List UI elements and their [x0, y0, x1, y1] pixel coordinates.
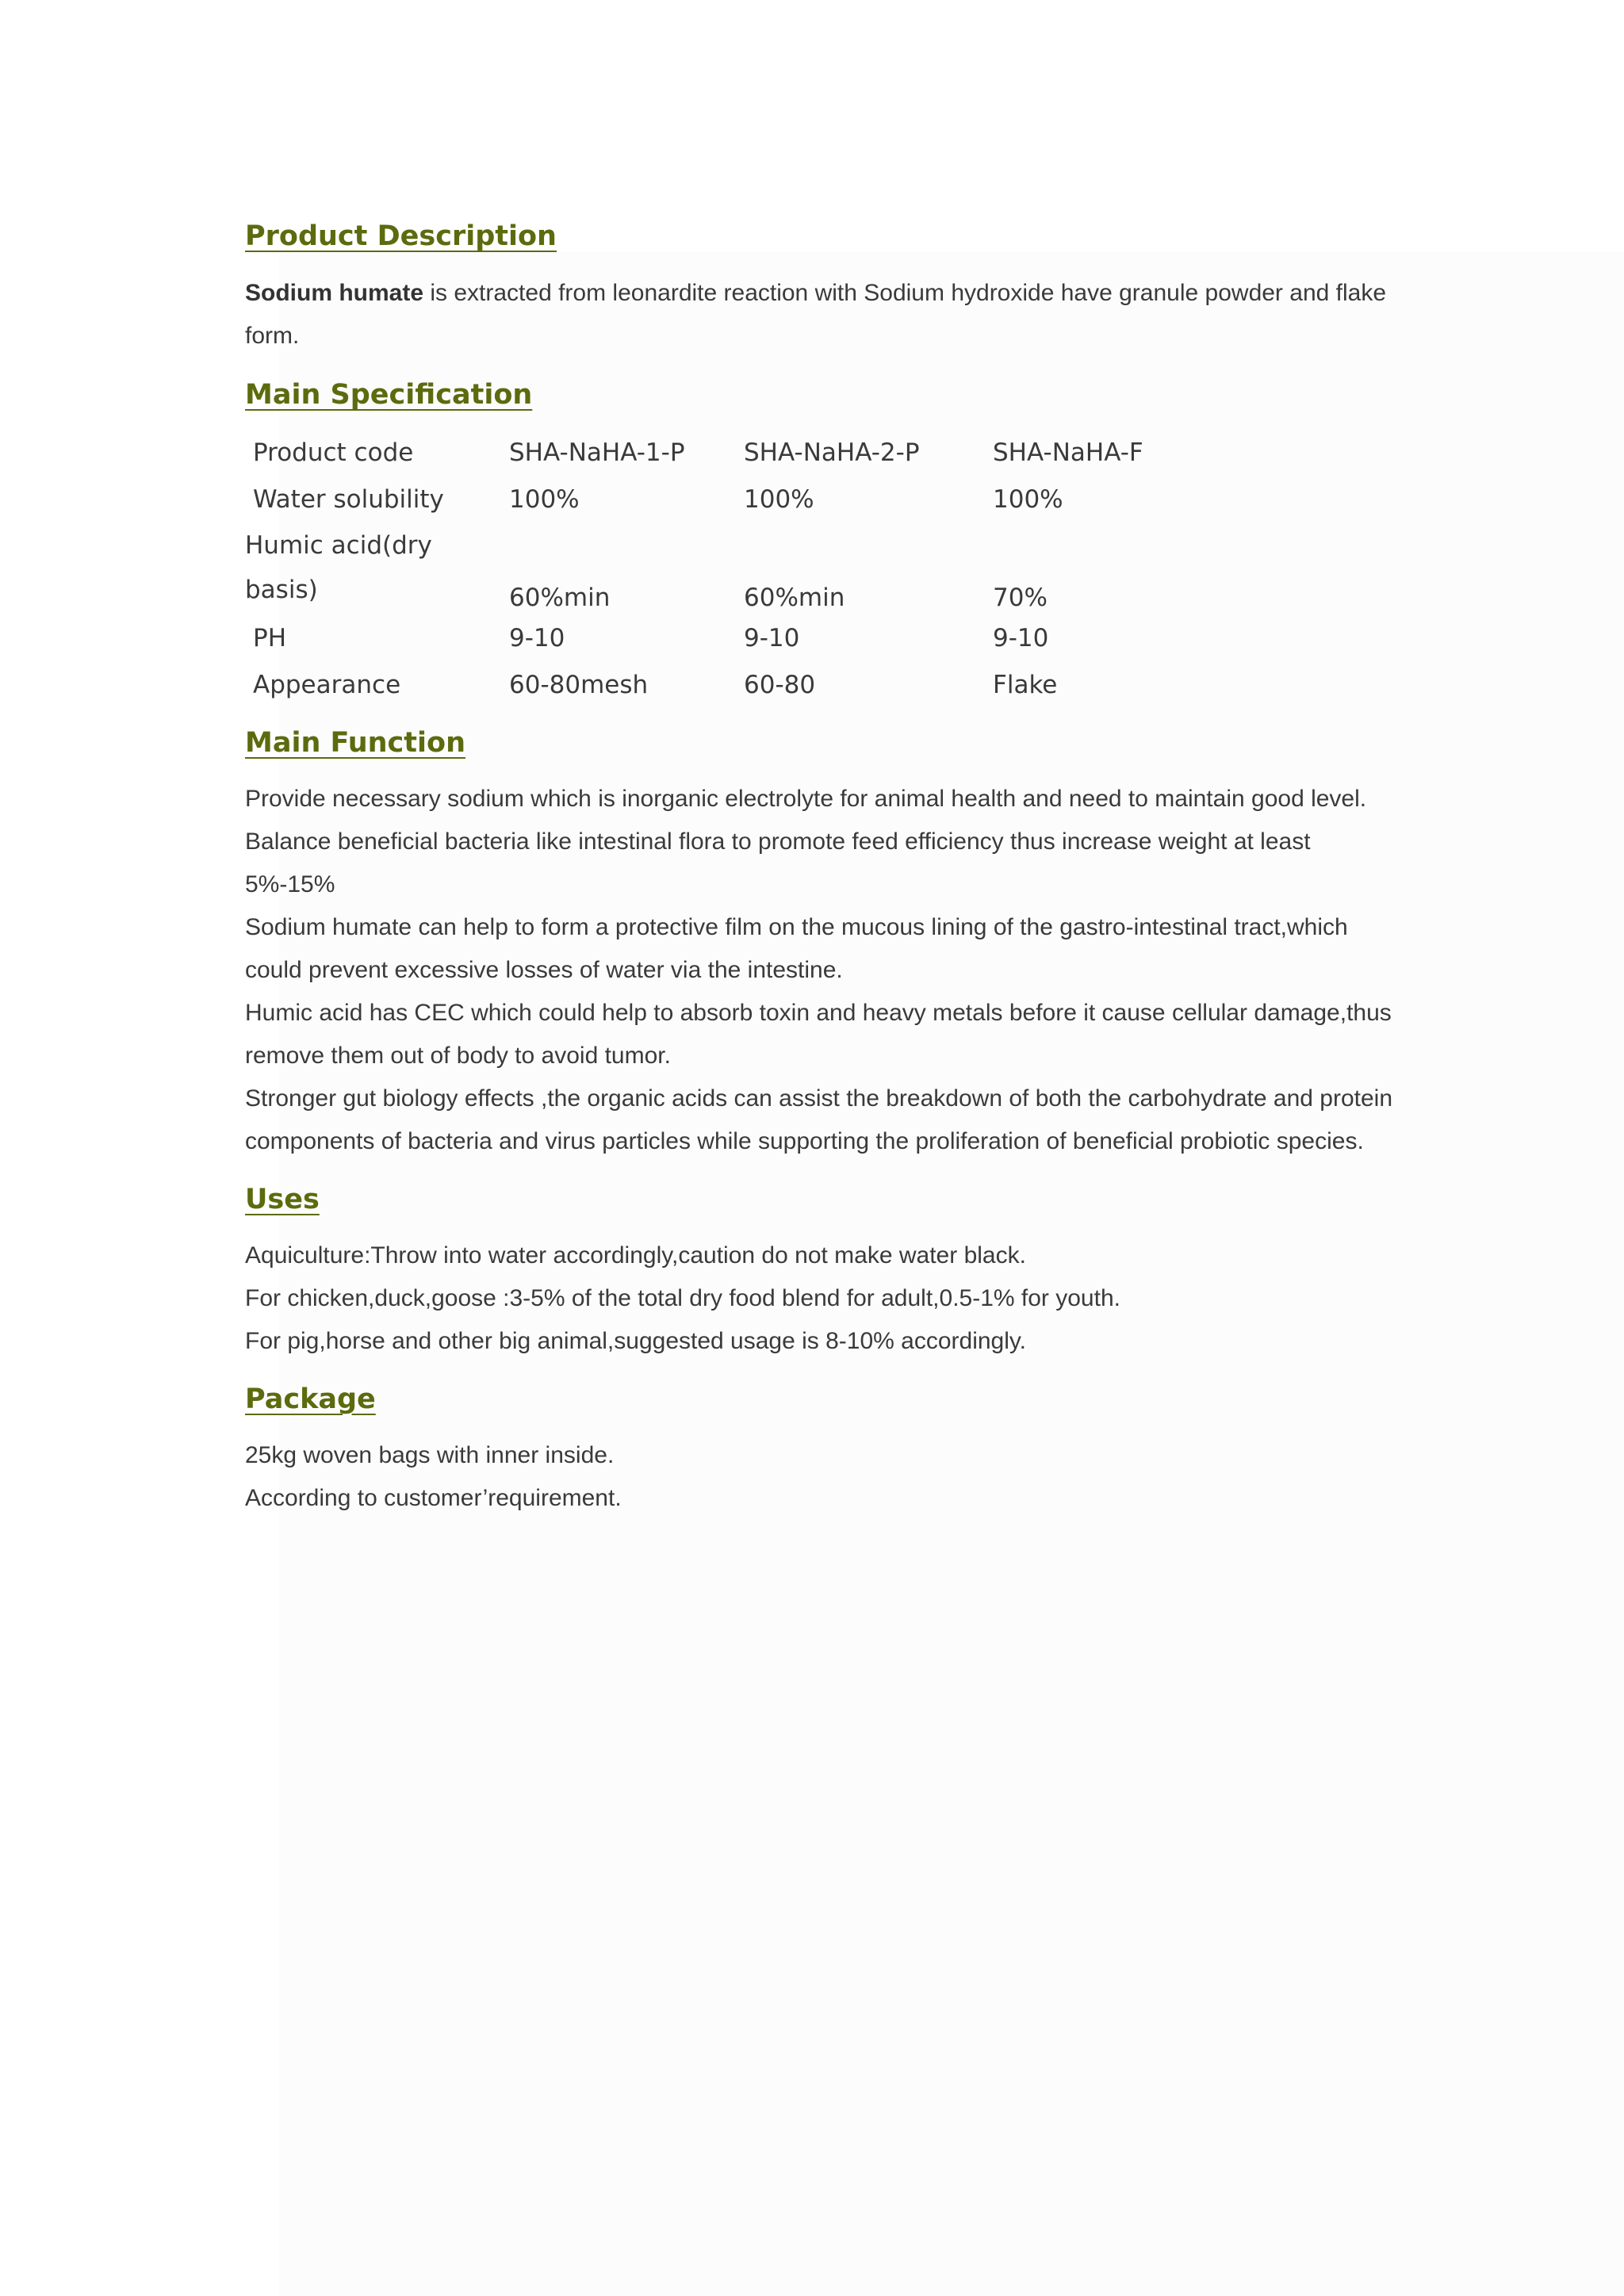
function-heading: Main Function — [245, 727, 465, 759]
uses-section — [245, 1177, 1403, 1363]
table-row — [245, 661, 1151, 708]
spec-value: Flake — [993, 670, 1058, 699]
description-section — [245, 214, 1403, 358]
list-item: Balance beneficial bacteria like intestinal flora to promote feed efficiency thus increase weight at least 5%-15% — [245, 828, 1311, 897]
table-row — [245, 429, 1151, 476]
spec-label: Appearance — [253, 670, 401, 699]
package-list — [245, 1434, 1403, 1520]
product-name: Sodium humate — [245, 280, 424, 306]
spec-label: Product code — [253, 438, 414, 467]
spec-value: 60%min — [509, 584, 611, 612]
spec-value: 100% — [509, 484, 580, 514]
spec-value: 60-80mesh — [509, 670, 649, 699]
document-body — [245, 214, 1403, 1520]
list-item: Sodium humate can help to form a protective film on the mucous lining of the gastro-intestinal tract,which could prevent excessive losses of water via the intestine. — [245, 914, 1348, 983]
function-section — [245, 721, 1403, 1163]
spec-value: 60-80 — [744, 670, 816, 699]
uses-heading: Uses — [245, 1184, 320, 1215]
spec-value: 100% — [993, 484, 1063, 514]
spec-label: Water solubility — [253, 484, 444, 514]
table-row — [245, 522, 1151, 614]
spec-label-text: Humic acid(dry basis) — [245, 531, 432, 604]
spec-value: SHA-NaHA-1-P — [509, 438, 685, 467]
package-section — [245, 1377, 1403, 1520]
list-item: For chicken,duck,goose :3-5% of the total dry food blend for adult,0.5-1% for youth. — [245, 1285, 1120, 1311]
spec-value: 70% — [993, 584, 1048, 612]
spec-value: 9-10 — [744, 623, 800, 652]
specification-section — [245, 373, 1403, 708]
list-item: Provide necessary sodium which is inorganic electrolyte for animal health and need to maintain good level. — [245, 786, 1367, 812]
description-heading: Product Description — [245, 220, 557, 252]
list-item: For pig,horse and other big animal,suggested usage is 8-10% accordingly. — [245, 1328, 1027, 1354]
description-text — [245, 272, 1403, 358]
uses-list — [245, 1234, 1403, 1363]
spec-value: SHA-NaHA-F — [993, 438, 1143, 467]
list-item: Stronger gut biology effects ,the organic acids can assist the breakdown of both the carbohydrate and protein components of bacteria and virus particles while supporting the proliferation of beneficial probiotic species. — [245, 1085, 1393, 1154]
spec-label: PH — [253, 623, 287, 652]
spec-value: 60%min — [744, 584, 845, 612]
spec-label — [245, 522, 509, 614]
spec-value: 100% — [744, 484, 814, 514]
package-heading: Package — [245, 1383, 376, 1415]
specification-table — [245, 429, 1151, 708]
specification-heading: Main Specification — [245, 379, 533, 411]
table-row — [245, 476, 1151, 522]
list-item: Humic acid has CEC which could help to absorb toxin and heavy metals before it cause cellular damage,thus remove them out of body to avoid tumor. — [245, 1000, 1392, 1069]
spec-value: 9-10 — [509, 623, 565, 652]
list-item: 25kg woven bags with inner inside. — [245, 1442, 615, 1468]
spec-value: 9-10 — [993, 623, 1049, 652]
description-body: is extracted from leonardite reaction with Sodium hydroxide have granule powder and flake form. — [245, 280, 1387, 349]
spec-value: SHA-NaHA-2-P — [744, 438, 920, 467]
list-item: According to customer’requirement. — [245, 1485, 622, 1511]
function-list — [245, 778, 1403, 1163]
table-row — [245, 614, 1151, 661]
list-item: Aquiculture:Throw into water accordingly,caution do not make water black. — [245, 1242, 1026, 1269]
